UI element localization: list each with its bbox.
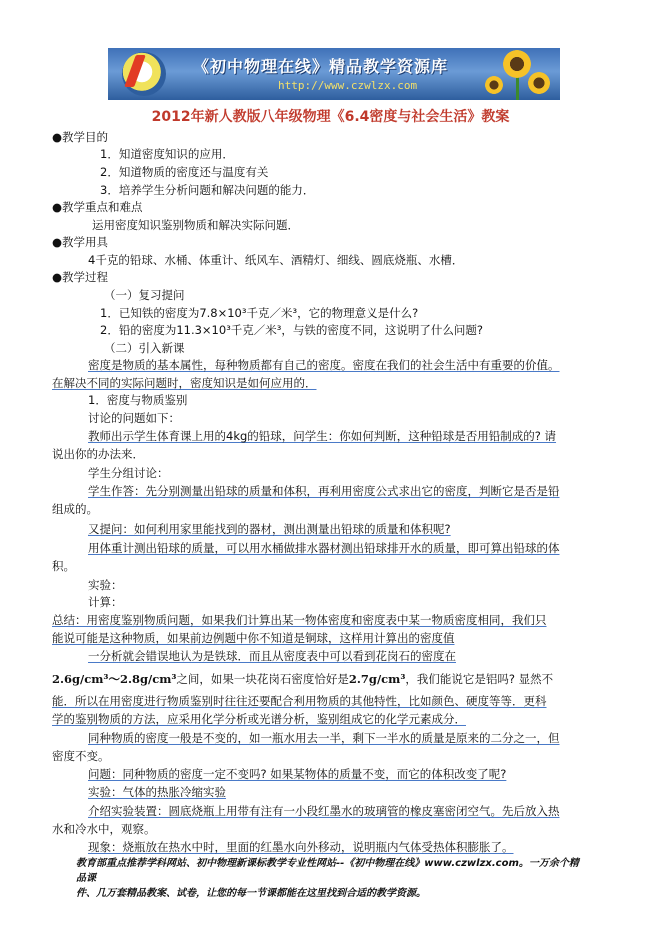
sunflower-icon xyxy=(503,50,531,78)
text-line: 学生作答：先分别测量出铅球的质量和体积，再利用密度公式求出它的密度，判断它是否是铅 xyxy=(88,484,560,498)
section-heading: ●教学过程 xyxy=(52,270,109,284)
text-line: 一分析就会错误地认为是铁球．而且从密度表中可以看到花岗石的密度在 xyxy=(88,649,456,663)
text-line: 讨论的问题如下： xyxy=(88,411,180,425)
footer-line: 件、几万套精品教案、试卷，让您的每一节课都能在这里找到合适的教学资源。 xyxy=(76,888,426,899)
text-line: 能说可能是这种物质，如果前边例题中你不知道是铜球，这样用计算出的密度值 xyxy=(52,631,455,645)
section-heading: ●教学重点和难点 xyxy=(52,200,143,214)
text-line: 运用密度知识鉴别物质和解决实际问题． xyxy=(92,218,299,232)
text-line: 能．所以在用密度进行物质鉴别时往往还要配合利用物质的其他特性，比如颜色、硬度等等．更科 xyxy=(52,694,547,708)
text-line: 4千克的铅球、水桶、体重计、纸风车、酒精灯、细线、圆底烧瓶、水槽． xyxy=(88,253,464,267)
section-heading: ●教学用具 xyxy=(52,235,109,249)
text-line: 密度不变。 xyxy=(52,749,110,763)
section-heading: ●教学目的 xyxy=(52,130,109,144)
text-line: 又提问：如何利用家里能找到的器材，测出测量出铅球的质量和体积呢? xyxy=(88,522,451,536)
text-line: 2．铅的密度为11.3×10³千克／米³，与铁的密度不同，这说明了什么问题? xyxy=(100,323,484,337)
header-banner xyxy=(108,48,560,100)
density-value: 2.7g/cm³ xyxy=(348,672,406,686)
text-line: 现象：烧瓶放在热水中时，里面的红墨水向外移动，说明瓶内气体受热体积膨胀了。 xyxy=(88,840,514,854)
sunflower-icon xyxy=(485,76,503,94)
text-line: 用体重计测出铅球的质量，可以用水桶做排水器材测出铅球排开水的质量，即可算出铅球的体 xyxy=(88,541,560,555)
formula-line xyxy=(52,672,553,687)
text-line: 介绍实验装置：圆底烧瓶上用带有注有一小段红墨水的玻璃管的橡皮塞密闭空气。先后放入热 xyxy=(88,804,560,818)
text-line: 1．已知铁的密度为7.8×10³千克／米³，它的物理意义是什么? xyxy=(100,306,419,320)
text-line: 2．知道物质的密度还与温度有关 xyxy=(100,165,269,179)
text-line: 问题：同种物质的密度一定不变吗? 如果某物体的质量不变，而它的体积改变了呢? xyxy=(88,767,507,781)
page-title: 2012年新人教版八年级物理《6.4密度与社会生活》教案 xyxy=(151,109,510,125)
text-line: 总结：用密度鉴别物质问题，如果我们计算出某一物体密度和密度表中某一物质密度相同，我们只 xyxy=(52,613,547,627)
text-line: 水和冷水中，观察。 xyxy=(52,822,156,836)
text-line: 密度是物质的基本属性，每种物质都有自己的密度。密度在我们的社会生活中有重要的价值。 xyxy=(88,358,560,372)
text-line: 组成的。 xyxy=(52,502,98,516)
text-line: 教师出示学生体育课上用的4kg的铅球，问学生：你如何判断，这种铅球是否用铅制成的? 请 xyxy=(88,429,557,443)
text-line: 同种物质的密度一般是不变的，如一瓶水用去一半，剩下一半水的质量是原来的二分之一，但 xyxy=(88,731,560,745)
text-line: （二）引入新课 xyxy=(104,341,185,355)
sunflower-stem-icon xyxy=(516,76,519,100)
formula-text: 之间，如果一块花岗石密度恰好是 xyxy=(176,672,349,686)
text-line: 实验：气体的热胀冷缩实验 xyxy=(88,785,226,799)
text-line: 1．知道密度知识的应用． xyxy=(100,147,234,161)
page-footer xyxy=(76,856,586,901)
text-line: 学的鉴别物质的方法，应采用化学分析或光谱分析，鉴别组成它的化学元素成分． xyxy=(52,712,466,726)
text-line: 说出你的办法来． xyxy=(52,447,144,461)
footer-line: 教育部重点推荐学科网站、初中物理新课标教学专业性网站--《初中物理在线》www.czwlzx.com。一万余个精品课 xyxy=(76,858,579,884)
text-line: 学生分组讨论： xyxy=(88,466,169,480)
banner-title: 《初中物理在线》精品教学资源库 xyxy=(193,57,449,76)
text-line: 计算： xyxy=(88,595,123,609)
text-line: 3．培养学生分析问题和解决问题的能力． xyxy=(100,183,315,197)
text-line: 积。 xyxy=(52,559,75,573)
banner-url[interactable]: http://www.czwlzx.com xyxy=(278,79,418,92)
density-range: 2.6g/cm³～2.8g/cm³ xyxy=(52,672,177,686)
text-line: （一）复习提问 xyxy=(104,288,185,302)
sunflower-icon xyxy=(528,72,550,94)
text-line: 实验： xyxy=(88,578,123,592)
formula-text: ，我们能说它是铝吗? 显然不 xyxy=(405,672,554,686)
text-line: 1．密度与物质鉴别 xyxy=(88,393,188,407)
text-line: 在解决不同的实际问题时，密度知识是如何应用的． xyxy=(52,376,317,390)
